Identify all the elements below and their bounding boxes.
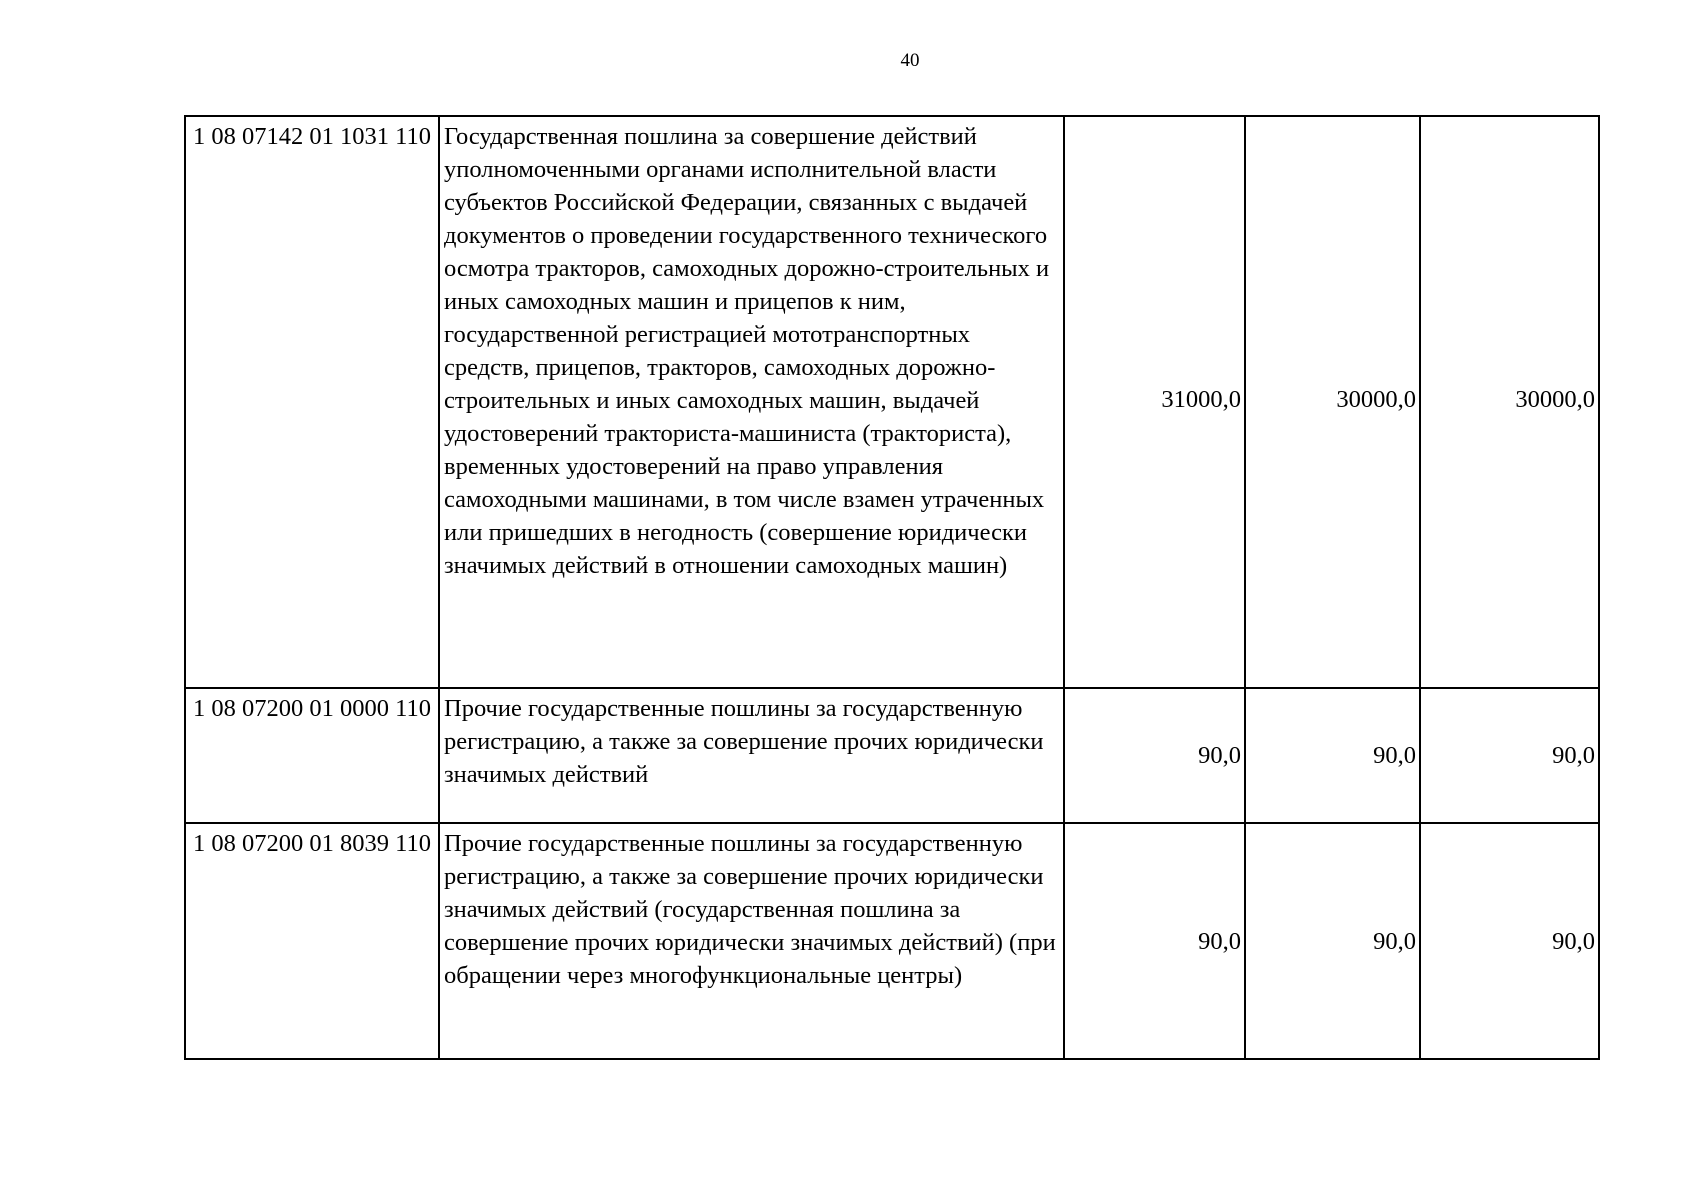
budget-code-cell: 1 08 07142 01 1031 110 <box>185 116 439 688</box>
value-cell-2: 90,0 <box>1245 688 1420 823</box>
table-row <box>185 823 1599 1059</box>
value-cell-1: 90,0 <box>1064 688 1245 823</box>
budget-code-cell: 1 08 07200 01 8039 110 <box>185 823 439 1059</box>
budget-table <box>184 115 1600 1060</box>
income-name-cell: Прочие государственные пошлины за государственную регистрацию, а также за совершение прочих юридически значимых действий <box>439 688 1064 823</box>
value-cell-2: 90,0 <box>1245 823 1420 1059</box>
value-cell-1: 90,0 <box>1064 823 1245 1059</box>
table-row <box>185 688 1599 823</box>
value-cell-1: 31000,0 <box>1064 116 1245 688</box>
value-cell-3: 90,0 <box>1420 688 1599 823</box>
table-row <box>185 116 1599 688</box>
value-cell-3: 90,0 <box>1420 823 1599 1059</box>
page-number: 40 <box>900 50 920 71</box>
budget-code-cell: 1 08 07200 01 0000 110 <box>185 688 439 823</box>
income-name-cell: Государственная пошлина за совершение действий уполномоченными органами исполнительной власти субъектов Российской Федерации, связанных с выдачей документов о проведении государственного технического осмотра тракторов, самоходных дорожно-строительных и иных самоходных машин и прицепов к ним, государственной регистрацией мототранспортных средств, прицепов, тракторов, самоходных дорожно-строительных и иных самоходных машин, выдачей удостоверений тракториста-машиниста (тракториста), временных удостоверений на право управления самоходными машинами, в том числе взамен утраченных или пришедших в негодность (совершение юридически значимых действий в отношении самоходных машин) <box>439 116 1064 688</box>
income-name-cell: Прочие государственные пошлины за государственную регистрацию, а также за совершение прочих юридически значимых действий (государственная пошлина за совершение прочих юридически значимых действий) (при обращении через многофункциональные центры) <box>439 823 1064 1059</box>
value-cell-2: 30000,0 <box>1245 116 1420 688</box>
value-cell-3: 30000,0 <box>1420 116 1599 688</box>
